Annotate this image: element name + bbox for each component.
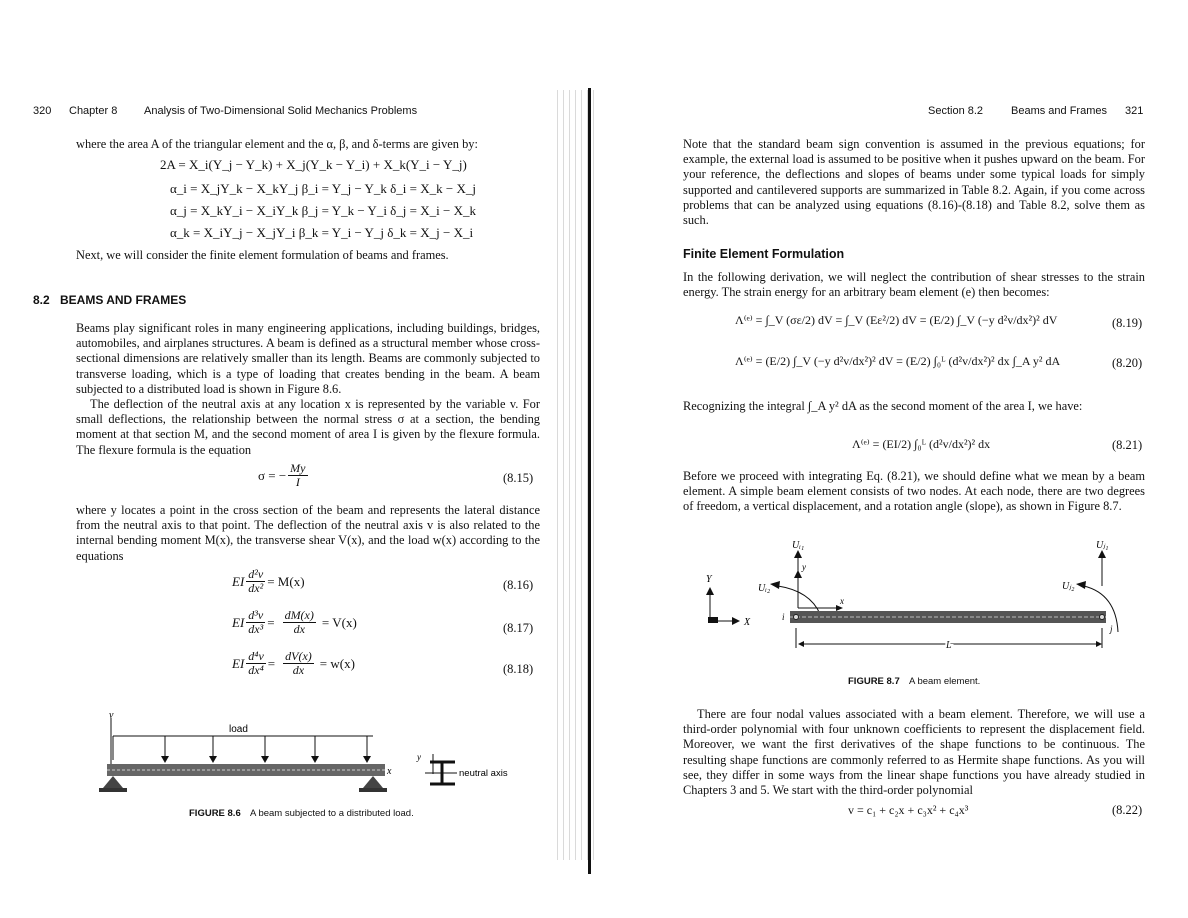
eq818-fraction-1 — [246, 650, 266, 677]
equation-8-15 — [258, 462, 310, 489]
eq820-number: (8.20) — [1112, 356, 1143, 370]
eq818-fraction-2 — [283, 650, 314, 677]
left-chapter-label: Chapter 8 — [69, 105, 118, 117]
fig87-x-label: x — [840, 596, 844, 606]
eq816-ei: EI — [232, 573, 245, 589]
fig86-x-label: x — [387, 766, 392, 777]
equation-8-19: Λ⁽ᵉ⁾ = ∫_V (σε/2) dV = ∫_V (Eε²/2) dV = (E/2) ∫_V (−y d²v/dx²)² dV — [735, 313, 1058, 327]
fig87-i-label: i — [782, 612, 785, 622]
figure-8-7-caption-number: FIGURE 8.7 — [848, 676, 900, 687]
eq817-numerator-1: d³v — [248, 608, 264, 622]
fig87-y-label: y — [802, 562, 806, 572]
left-page-number: 320 — [33, 105, 52, 117]
eq816-rhs: = M(x) — [267, 573, 305, 589]
eq817-numerator-2: dM(x) — [284, 608, 314, 622]
eq817-rhs: = V(x) — [321, 614, 357, 630]
eq815-number: (8.15) — [503, 471, 534, 485]
eq816-number: (8.16) — [503, 578, 534, 592]
equation-8-16 — [232, 568, 305, 595]
figure-8-6-caption: A beam subjected to a distributed load. — [250, 808, 414, 819]
left-next-text: Next, we will consider the finite element formulation of beams and frames. — [76, 248, 449, 262]
eq818-numerator-2: dV(x) — [285, 649, 312, 663]
fig87-L-label: L — [946, 640, 952, 651]
fig87-ui2-label: Uᵢ₂ — [758, 583, 771, 594]
eq815-fraction — [288, 462, 307, 489]
eq818-equals: = — [267, 655, 276, 671]
right-paragraph-1: Note that the standard beam sign convention is assumed in the previous equations; for example, the external load is assumed to be positive when it pushes upward on the beam. For your reference, the deflections and slopes of beams under some typical loads for simply supported and cantilevered supports are summarized in Table 8.2. Again, if you come across problems that can be analyzed using equations (8.16)-(8.18) and Table 8.2, solve them as such. — [683, 137, 1145, 228]
figure-8-6-diagram — [95, 708, 535, 803]
eq817-equals: = — [267, 614, 275, 630]
beams-paragraph-1: Beams play significant roles in many engineering applications, including buildings, bridges, automobiles, and airplanes structures. A beam is defined as a structural member whose cross-sectional dimensions are relatively smaller than its length. Beams are commonly subjected to transverse loading, which is a type of loading that creates bending in the beam. A beam subjected to a distributed load is shown in Figure 8.6. — [76, 321, 540, 396]
fig87-ui1-label: Uᵢ₁ — [792, 540, 805, 551]
eq818-denominator-1: dx⁴ — [248, 663, 264, 677]
equation-8-22: v = c₁ + c₂x + c₃x² + c₄x³ — [848, 803, 969, 817]
right-page-number: 321 — [1125, 105, 1144, 117]
equation-area: 2A = X_i(Y_j − Y_k) + X_j(Y_k − Y_i) + X_k(Y_i − Y_j) — [160, 157, 467, 172]
fig86-load-label: load — [229, 724, 248, 735]
eq818-ei: EI — [232, 655, 245, 671]
equation-8-17 — [232, 609, 357, 636]
fig87-uj2-label: Uⱼ₂ — [1062, 581, 1075, 592]
eq821-number: (8.21) — [1112, 438, 1143, 452]
eq815-denominator: I — [295, 475, 300, 489]
recognizing-text: Recognizing the integral ∫_A y² dA as the second moment of the area I, we have: — [683, 399, 1083, 413]
equation-alpha-k: α_k = X_iY_j − X_jY_i β_k = Y_i − Y_j δ_k = X_j − X_i — [170, 225, 474, 240]
fig86-v-label: v — [109, 710, 114, 721]
fig86-y-label: y — [417, 752, 421, 762]
fig87-uj1-label: Uⱼ₁ — [1096, 540, 1109, 551]
left-header-title: Analysis of Two-Dimensional Solid Mechanics Problems — [144, 105, 418, 117]
eq819-number: (8.19) — [1112, 316, 1143, 330]
eq818-numerator-1: d⁴v — [248, 649, 264, 663]
eq818-rhs: = w(x) — [319, 655, 355, 671]
figure-8-7-diagram — [700, 536, 1140, 676]
eq817-fraction-2 — [283, 609, 316, 636]
finite-element-subheading: Finite Element Formulation — [683, 247, 845, 261]
eq816-fraction — [246, 568, 265, 595]
right-header-title: Beams and Frames — [1011, 105, 1107, 117]
right-paragraph-2: In the following derivation, we will neglect the contribution of shear stresses to the strain energy. The strain energy for an arbitrary beam element (e) then becomes: — [683, 270, 1145, 300]
eq818-number: (8.18) — [503, 662, 534, 676]
equation-alpha-j: α_j = X_kY_i − X_iY_k β_j = Y_k − Y_i δ_j = X_i − X_k — [170, 203, 476, 218]
book-spine — [588, 88, 591, 874]
section-number: 8.2 — [33, 293, 50, 307]
eq817-denominator-2: dx — [293, 622, 305, 636]
figure-8-7-caption: A beam element. — [909, 676, 981, 687]
eq817-ei: EI — [232, 614, 245, 630]
eq816-numerator: d²v — [248, 567, 264, 581]
eq816-denominator: dx² — [248, 581, 264, 595]
figure-8-6-caption-number: FIGURE 8.6 — [189, 808, 241, 819]
eq817-fraction-1 — [246, 609, 265, 636]
section-title: BEAMS AND FRAMES — [60, 293, 187, 307]
eq817-denominator-1: dx³ — [248, 622, 264, 636]
equation-8-18 — [232, 650, 355, 677]
eq822-number: (8.22) — [1112, 803, 1143, 817]
eq815-lhs: σ = − — [258, 467, 287, 483]
right-paragraph-4: There are four nodal values associated with a beam element. Therefore, we will use a third-order polynomial with four unknown coefficients to represent the displacement field. Moreover, we want the first derivatives of the shape functions to be continuous. The resulting shape functions are commonly referred to as Hermite shape functions. As you will see, they differ in some ways from the linear shape functions you have already studied in Chapters 3 and 5. We start with the third-order polynomial — [683, 707, 1145, 798]
fig86-neutral-axis-label: neutral axis — [459, 768, 508, 779]
fig87-j-label: j — [1110, 624, 1113, 634]
beams-paragraph-2: The deflection of the neutral axis at any location x is represented by the variable v. For small deflections, the relationship between the normal stress σ at a section, the bending moment at that section M, and the second moment of area I is given by the flexure formula. The flexure formula is the equation — [76, 397, 540, 457]
left-intro-text: where the area A of the triangular element and the α, β, and δ-terms are given by: — [76, 137, 478, 151]
beams-paragraph-3: where y locates a point in the cross section of the beam and represents the lateral distance from the neutral axis to that point. The deflection of the neutral axis v is also related to the internal bending moment M(x), the transverse shear V(x), and the load w(x) according to the equations — [76, 503, 540, 563]
equation-alpha-i: α_i = X_jY_k − X_kY_j β_i = Y_j − Y_k δ_i = X_k − X_j — [170, 181, 476, 196]
eq817-number: (8.17) — [503, 621, 534, 635]
eq815-numerator: My — [290, 461, 306, 475]
eq818-denominator-2: dx — [292, 663, 305, 677]
right-section-label: Section 8.2 — [928, 105, 984, 117]
fig87-X-label: X — [744, 617, 751, 628]
fig87-Y-label: Y — [706, 574, 712, 585]
equation-8-21: Λ⁽ᵉ⁾ = (EI/2) ∫₀ᴸ (d²v/dx²)² dx — [852, 437, 991, 451]
right-paragraph-3: Before we proceed with integrating Eq. (8.21), we should define what we mean by a beam element. A simple beam element consists of two nodes. At each node, there are two degrees of freedom, a vertical displacement, and a rotation angle (slope), as shown in Figure 8.7. — [683, 469, 1145, 514]
equation-8-20: Λ⁽ᵉ⁾ = (E/2) ∫_V (−y d²v/dx²)² dV = (E/2) ∫₀ᴸ (d²v/dx²)² dx ∫_A y² dA — [735, 354, 1061, 368]
